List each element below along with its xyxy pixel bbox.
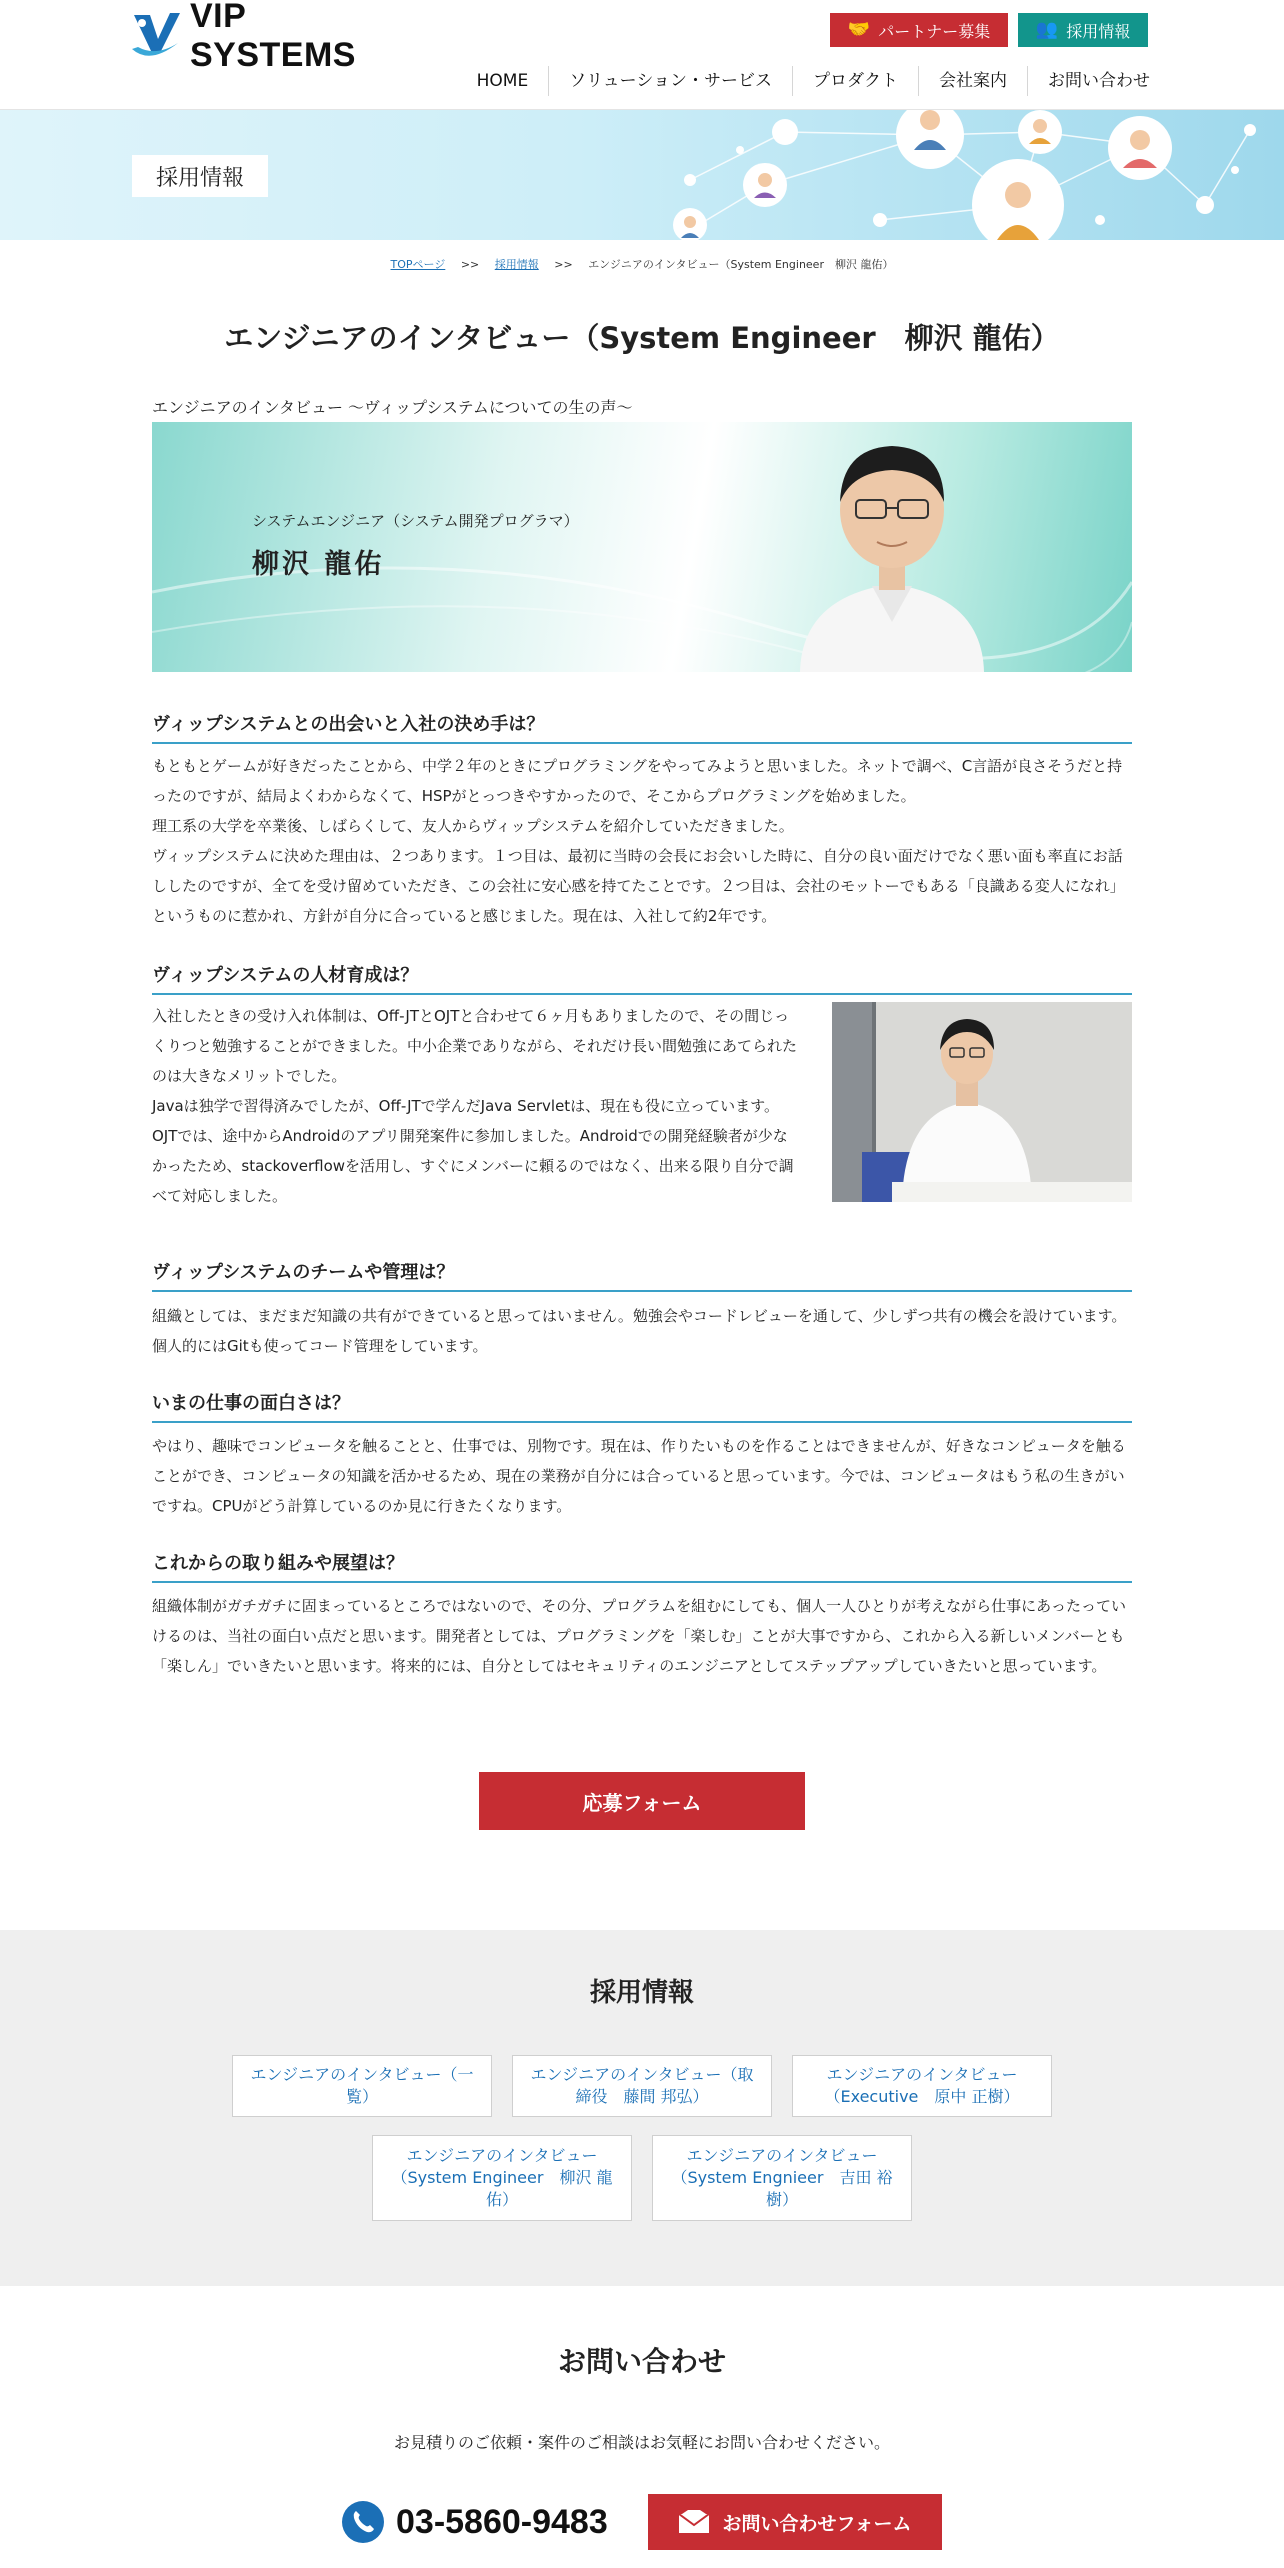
contact-form-button[interactable] <box>648 2494 942 2550</box>
paragraph: Javaは独学で習得済みでしたが、Off-JTで学んだJava Servletは、現在も役に立っています。OJTでは、途中からAndroidのアプリ開発案件に参加しました。Androidでの開発経験者が少なかったため、stackoverflowを活用し、すぐにメンバーに頼るのではなく、出来る限り自分で調べて対応しました。 <box>152 1097 794 1205</box>
paragraph: やはり、趣味でコンピュータを触ることと、仕事では、別物です。現在は、作りたいものを作ることはできませんが、好きなコンピュータを触ることができ、コンピュータの知識を活かせるため、現在の業務が自分には合っていると思っています。今では、コンピュータはもう私の生きがいですね。CPUがどう計算しているのか見に行きたくなります。 <box>152 1437 1126 1515</box>
section-body <box>152 1431 1132 1521</box>
phone-contact[interactable] <box>342 2494 608 2550</box>
section-heading: これからの取り組みや展望は？ <box>152 1549 1132 1583</box>
contact-form-button-label: お問い合わせフォーム <box>722 2512 912 2535</box>
page-title: エンジニアのインタビュー（System Engineer 柳沢 龍佑） <box>224 321 1060 355</box>
phone-icon <box>342 2501 384 2543</box>
hero-title: 採用情報 <box>132 155 268 197</box>
recruit-link[interactable]: エンジニアのインタビュー（一覧） <box>232 2055 492 2117</box>
section-body <box>152 751 1132 931</box>
paragraph: ヴィップシステムに決めた理由は、２つあります。１つ目は、最初に当時の会長にお会いした時に、自分の良い面だけでなく悪い面も率直にお話ししたのですが、全てを受け留めていただき、この会社に安心感を持てたことです。２つ目は、会社のモットーでもある「良識ある変人になれ」というものに惹かれ、方針が自分に合っていると感じました。現在は、入社して約2年です。 <box>152 847 1125 925</box>
contact-text: お見積りのご依頼・案件のご相談はお気軽にお問い合わせください。 <box>393 2433 890 2452</box>
contact-title: お問い合わせ <box>557 2345 726 2378</box>
global-nav <box>457 66 1150 96</box>
nav-item-home[interactable]: HOME <box>476 71 529 91</box>
breadcrumb-recruit-link[interactable]: 採用情報 <box>494 258 539 271</box>
handshake-icon: 🤝 <box>847 19 871 40</box>
recruit-button-label: 採用情報 <box>1066 21 1131 41</box>
apply-form-button[interactable]: 応募フォーム <box>479 1772 805 1830</box>
section-body <box>152 1001 802 1211</box>
nav-item-company[interactable]: 会社案内 <box>918 66 1027 96</box>
hero-banner <box>0 110 1284 240</box>
nav-item-products[interactable]: プロダクト <box>792 66 918 96</box>
people-icon: 👥 <box>1035 19 1059 40</box>
recruit-link[interactable]: エンジニアのインタビュー（取締役 藤間 邦弘） <box>512 2055 772 2117</box>
logo-text: VIP SYSTEMS <box>190 0 356 74</box>
logo-mark-icon <box>130 9 182 63</box>
paragraph: 組織体制がガチガチに固まっているところではないので、その分、プログラムを組むにしても、個人一人ひとりが考えながら仕事にあったっていけるのは、当社の面白い点だと思います。開発者としては、プログラミングを「楽しむ」ことが大事ですから、これから入る新しいメンバーとも「楽しん」でいきたいと思います。将来的には、自分としてはセキュリティのエンジニアとしてステップアップしていきたいと思っています。 <box>152 1597 1126 1675</box>
recruit-link[interactable]: エンジニアのインタビュー（Executive 原中 正樹） <box>792 2055 1052 2117</box>
paragraph: 組織としては、まだまだ知識の共有ができていると思ってはいません。勉強会やコードレビューを通して、少しずつ共有の機会を設けています。個人的にはGitも使ってコード管理をしています。 <box>152 1307 1127 1355</box>
profile-banner <box>152 422 1132 672</box>
paragraph: 理工系の大学を卒業後、しばらくして、友人からヴィップシステムを紹介していただきました。 <box>152 817 794 835</box>
section-heading: いまの仕事の面白さは？ <box>152 1389 1132 1423</box>
nav-item-solutions[interactable]: ソリューション・サービス <box>548 66 792 96</box>
person-at-desk-illustration <box>832 1002 1132 1202</box>
section-heading: ヴィップシステムの人材育成は？ <box>152 961 1132 995</box>
breadcrumb-home-link[interactable]: TOPページ <box>390 258 446 271</box>
paragraph: 入社したときの受け入れ体制は、Off-JTとOJTと合わせて６ヶ月もありましたので、その間じっくりつと勉強することができました。中小企業でありながら、それだけ長い間勉強にあてられたのは大きなメリットでした。 <box>152 1007 798 1085</box>
recruit-link[interactable]: エンジニアのインタビュー（System Engnieer 吉田 裕樹） <box>652 2135 912 2221</box>
partner-button-label: パートナー募集 <box>878 21 991 41</box>
mail-icon <box>678 2510 710 2534</box>
section-heading: ヴィップシステムのチームや管理は？ <box>152 1258 1132 1292</box>
breadcrumb <box>0 256 1284 272</box>
recruit-section-title: 採用情報 <box>589 1978 694 2008</box>
nav-item-contact[interactable]: お問い合わせ <box>1027 66 1150 96</box>
section-heading: ヴィップシステムとの出会いと入社の決め手は？ <box>152 710 1132 744</box>
logo[interactable] <box>130 0 410 74</box>
recruit-links-section <box>0 1930 1284 2286</box>
phone-number: 03-5860-9483 <box>396 2502 608 2541</box>
recruit-link[interactable]: エンジニアのインタビュー（System Engineer 柳沢 龍佑） <box>372 2135 632 2221</box>
interview-photo <box>832 1002 1132 1202</box>
section-body <box>152 1301 1132 1361</box>
lead-text: エンジニアのインタビュー 〜ヴィップシステムについての生の声〜 <box>152 398 633 417</box>
profile-name: 柳沢 龍佑 <box>252 549 385 580</box>
paragraph: もともとゲームが好きだったことから、中学２年のときにプログラミングをやってみようと思いました。ネットで調べ、C言語が良さそうだと持ったのですが、結局よくわからなくて、HSPがとっつきやすかったので、そこからプログラミングを始めました。 <box>152 757 1123 805</box>
site-header <box>0 0 1284 110</box>
partner-button[interactable] <box>830 13 1008 47</box>
breadcrumb-separator: >> <box>460 258 480 271</box>
profile-role: システムエンジニア（システム開発プログラマ） <box>252 512 579 530</box>
breadcrumb-separator: >> <box>554 258 573 271</box>
breadcrumb-current: エンジニアのインタビュー（System Engineer 柳沢 龍佑） <box>588 258 894 271</box>
section-body <box>152 1591 1132 1681</box>
recruit-button[interactable] <box>1018 13 1148 47</box>
